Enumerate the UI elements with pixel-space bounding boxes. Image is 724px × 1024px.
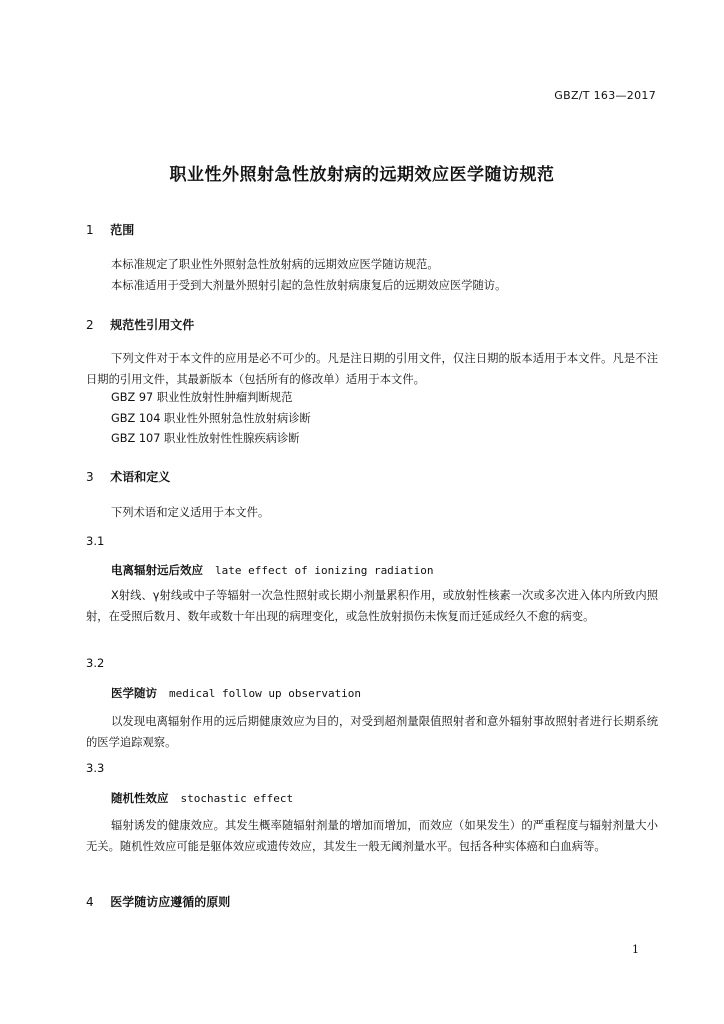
section-title: 范围 — [110, 223, 135, 237]
section-number: 3 — [86, 470, 94, 484]
section-number: 2 — [86, 318, 94, 332]
reference-item: GBZ 97 职业性放射性肿瘤判断规范 — [111, 391, 293, 404]
term-english: late effect of ionizing radiation — [215, 564, 434, 577]
reference-item: GBZ 107 职业性放射性性腺疾病诊断 — [111, 432, 300, 445]
term-number: 3.3 — [86, 761, 105, 775]
paragraph: 下列文件对于本文件的应用是必不可少的。凡是注日期的引用文件，仅注日期的版本适用于本文件。凡是不注日期的引用文件，其最新版本（包括所有的修改单）适用于本文件。 — [86, 352, 658, 386]
term-heading — [111, 685, 361, 701]
section-title: 术语和定义 — [110, 470, 171, 484]
document-title: 职业性外照射急性放射病的远期效应医学随访规范 — [169, 165, 555, 185]
section-title: 医学随访应遵循的原则 — [110, 895, 231, 909]
term-heading — [111, 790, 293, 806]
section-4-heading — [86, 893, 230, 910]
reference-item: GBZ 104 职业性外照射急性放射病诊断 — [111, 412, 311, 425]
page-number: 1 — [632, 943, 639, 956]
term-number: 3.1 — [86, 534, 105, 548]
section-3-heading — [86, 468, 170, 485]
standard-code: GBZ/T 163—2017 — [554, 89, 656, 102]
paragraph: 本标准适用于受到大剂量外照射引起的急性放射病康复后的远期效应医学随访。 — [111, 279, 507, 292]
term-definition: X射线、γ射线或中子等辐射一次急性照射或长期小剂量累积作用，或放射性核素一次或多次进入体内所致内照射，在受照后数月、数年或数十年出现的病理变化，或急性放射损伤未恢复而迁延成经久不愈的病变。 — [86, 589, 658, 623]
section-2-heading — [86, 316, 194, 333]
section-number: 4 — [86, 895, 94, 909]
section-number: 1 — [86, 223, 94, 237]
term-chinese: 随机性效应 — [111, 791, 169, 805]
term-english: medical follow up observation — [169, 687, 362, 700]
term-english: stochastic effect — [180, 792, 294, 805]
term-chinese: 医学随访 — [111, 686, 157, 700]
term-heading — [111, 562, 434, 578]
term-chinese: 电离辐射远后效应 — [111, 563, 203, 577]
term-number: 3.2 — [86, 656, 105, 670]
section-1-heading — [86, 221, 134, 238]
term-definition: 辐射诱发的健康效应。其发生概率随辐射剂量的增加而增加，而效应（如果发生）的严重程度与辐射剂量大小无关。随机性效应可能是躯体效应或遗传效应，其发生一般无阈剂量水平。包括各种实体癌和白血病等。 — [86, 819, 658, 853]
term-definition: 以发现电离辐射作用的远后期健康效应为目的，对受到超剂量限值照射者和意外辐射事故照射者进行长期系统的医学追踪观察。 — [86, 715, 658, 749]
paragraph: 下列术语和定义适用于本文件。 — [111, 506, 270, 519]
paragraph: 本标准规定了职业性外照射急性放射病的远期效应医学随访规范。 — [111, 258, 439, 271]
section-title: 规范性引用文件 — [110, 318, 195, 332]
